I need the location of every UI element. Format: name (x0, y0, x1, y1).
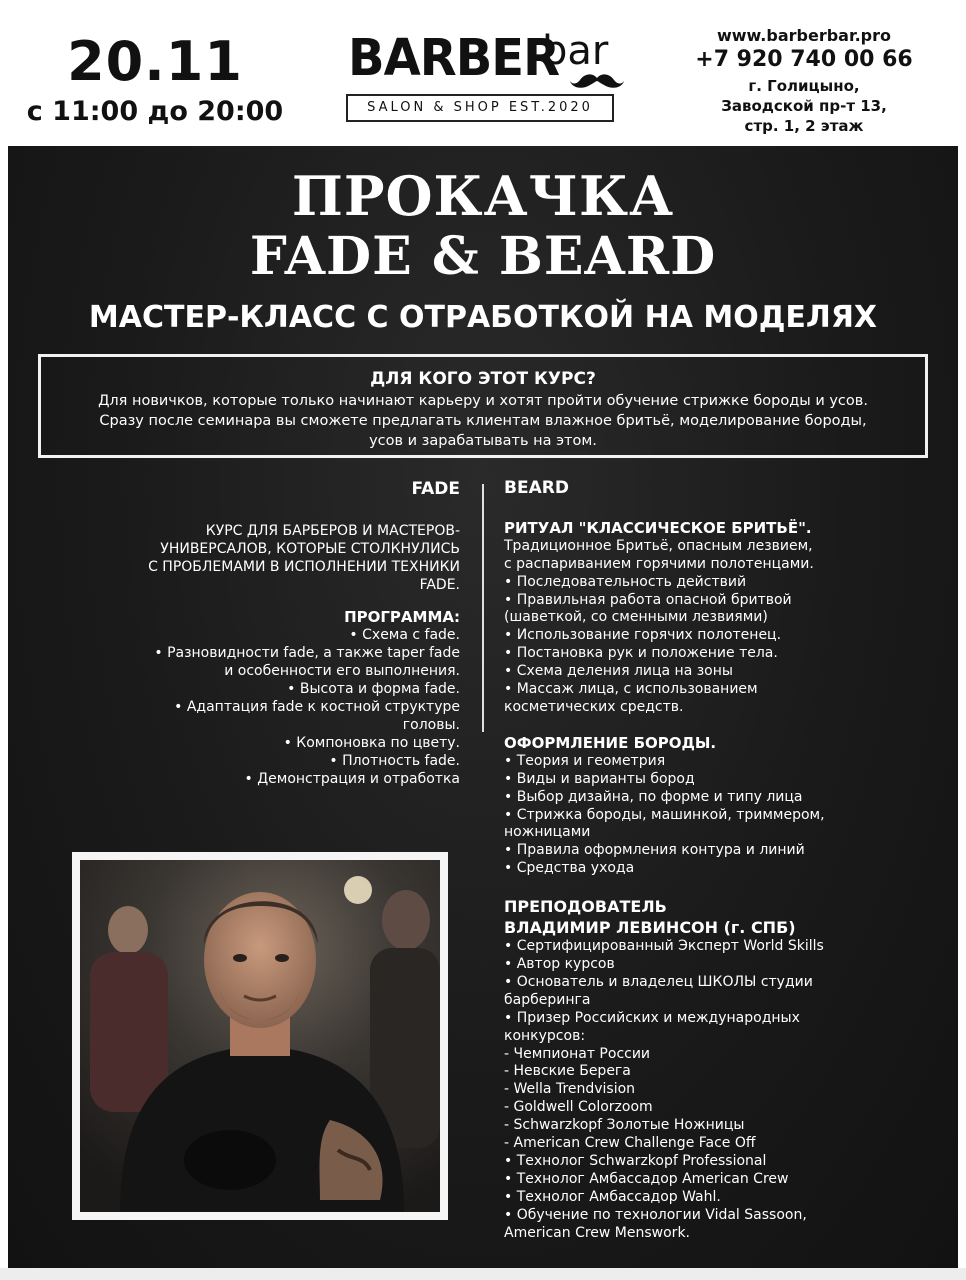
list-item: • Использование горячих полотенец. (504, 627, 782, 644)
list-item: • Правила оформления контура и линий (504, 842, 805, 859)
list-item: • Массаж лица, с использованием (504, 681, 758, 698)
address-line: Заводской пр-т 13, (721, 97, 887, 115)
list-item: (шаветкой, со сменными лезвиями) (504, 609, 768, 626)
ritual-block (504, 520, 884, 717)
course-line: Сразу после семинара вы сможете предлагать клиентам влажное бритьё, моделирование бороды, (99, 413, 867, 429)
list-item: • Адаптация fade к костной структуре (174, 699, 460, 715)
teacher-list (504, 938, 884, 1242)
list-item: • Сертифицированный Эксперт World Skills (504, 938, 824, 955)
mustache-icon (570, 72, 624, 90)
fade-column (78, 480, 460, 788)
address-line: стр. 1, 2 этаж (744, 117, 864, 135)
list-item: • Высота и форма fade. (287, 681, 460, 697)
header (0, 0, 966, 146)
list-item: • Технолог Амбассадор American Crew (504, 1170, 789, 1187)
column-divider (482, 484, 484, 732)
list-item: • Основатель и владелец ШКОЛЫ студии барберинга (504, 973, 813, 1008)
beard-column (504, 480, 884, 1243)
styling-list (504, 753, 884, 878)
list-item: и особенности его выполнения. (224, 663, 460, 679)
list-item: • Выбор дизайна, по форме и типу лица (504, 788, 803, 805)
beard-heading: BEARD (504, 478, 569, 498)
list-item: • Технолог Schwarzkopf Professional (504, 1153, 767, 1169)
fade-intro-line: С ПРОБЛЕМАМИ В ИСПОЛНЕНИИ ТЕХНИКИ (148, 559, 460, 575)
fade-intro (78, 522, 460, 594)
teacher-title: ПРЕПОДОВАТЕЛЬ (504, 897, 667, 917)
website-link[interactable]: www.barberbar.pro (716, 26, 891, 45)
teacher-portrait-image (80, 860, 440, 1212)
address-line: г. Голицыно, (748, 77, 860, 95)
teacher-name: ВЛАДИМИР ЛЕВИНСОН (г. СПБ) (504, 918, 796, 938)
title-line-2: FADE & BEARD (249, 226, 717, 287)
title-line-1: ПРОКАЧКА (291, 164, 675, 228)
list-item: American Crew Menswork. (504, 1224, 690, 1241)
logo-bar-text: bar (542, 28, 609, 74)
styling-heading: ОФОРМЛЕНИЕ БОРОДЫ. (504, 733, 717, 752)
list-item: с распариванием горячими полотенцами. (504, 555, 814, 572)
list-item: • Плотность fade. (329, 753, 460, 769)
list-item: • Виды и варианты бород (504, 770, 695, 787)
list-item: косметических средств. (504, 698, 684, 715)
event-time: с 11:00 до 20:00 (26, 96, 284, 127)
program-heading: ПРОГРАММА: (344, 608, 460, 626)
list-item: • Теория и геометрия (504, 752, 666, 769)
list-item: • Последовательность действий (504, 573, 747, 590)
bottom-strip (0, 1268, 966, 1280)
list-item: - Невские Берега (504, 1063, 631, 1080)
list-item: • Постановка рук и положение тела. (504, 645, 778, 662)
list-item: • Схема деления лица на зоны (504, 663, 733, 680)
fade-intro-line: КУРС ДЛЯ БАРБЕРОВ И МАСТЕРОВ- (205, 523, 460, 539)
subtitle: МАСТЕР-КЛАСС С ОТРАБОТКОЙ НА МОДЕЛЯХ (88, 300, 878, 335)
poster-panel (8, 146, 958, 1268)
list-item: ножницами (504, 824, 591, 841)
address (684, 76, 924, 136)
barberbar-logo (340, 30, 630, 130)
list-item: - Wella Trendvision (504, 1081, 636, 1098)
fade-heading: FADE (411, 479, 460, 499)
logo-wordmark: BARBER (348, 28, 560, 88)
list-item: - Goldwell Colorzoom (504, 1099, 653, 1116)
list-item: • Демонстрация и отработка (244, 771, 460, 787)
phone-number[interactable]: +7 920 740 00 66 (695, 47, 913, 72)
list-item: - American Crew Challenge Face Off (504, 1135, 756, 1152)
course-description (41, 391, 925, 451)
list-item: головы. (402, 717, 460, 733)
list-item: • Автор курсов (504, 956, 615, 973)
course-line: Для новичков, которые только начинают карьеру и хотят пройти обучение стрижке бороды и усов. (98, 393, 868, 409)
teacher-photo (72, 852, 448, 1220)
list-item: • Компоновка по цвету. (283, 735, 460, 751)
list-item: • Средства ухода (504, 860, 635, 877)
fade-intro-line: УНИВЕРСАЛОВ, КОТОРЫЕ СТОЛКНУЛИСЬ (160, 541, 460, 557)
list-item: • Обучение по технологии Vidal Sassoon, (504, 1206, 807, 1223)
teacher-heading (504, 896, 884, 938)
list-item: • Правильная работа опасной бритвой (504, 591, 792, 608)
course-question: ДЛЯ КОГО ЭТОТ КУРС? (370, 369, 596, 389)
course-info-box (38, 354, 928, 458)
list-item: • Технолог Амбассадор Wahl. (504, 1188, 721, 1205)
fade-intro-line: FADE. (419, 577, 460, 593)
program-list (78, 626, 460, 788)
list-item: - Schwarzkopf Золотые Ножницы (504, 1117, 745, 1134)
list-item: • Разновидности fade, а также taper fade (154, 645, 460, 661)
list-item: - Чемпионат России (504, 1045, 651, 1062)
logo-tagline: SALON & SHOP EST.2020 (346, 94, 614, 122)
list-item: • Стрижка бороды, машинкой, триммером, (504, 806, 825, 823)
ritual-heading: РИТУАЛ "КЛАССИЧЕСКОЕ БРИТЬЁ". (504, 518, 812, 537)
list-item: • Призер Российских и международных конкурсов: (504, 1009, 800, 1044)
contacts (684, 26, 924, 136)
course-line: усов и зарабатывать на этом. (369, 433, 597, 449)
list-item: • Схема с fade. (349, 627, 460, 643)
event-date: 20.11 (67, 30, 243, 93)
list-item: Традиционное Бритьё, опасным лезвием, (504, 537, 813, 554)
